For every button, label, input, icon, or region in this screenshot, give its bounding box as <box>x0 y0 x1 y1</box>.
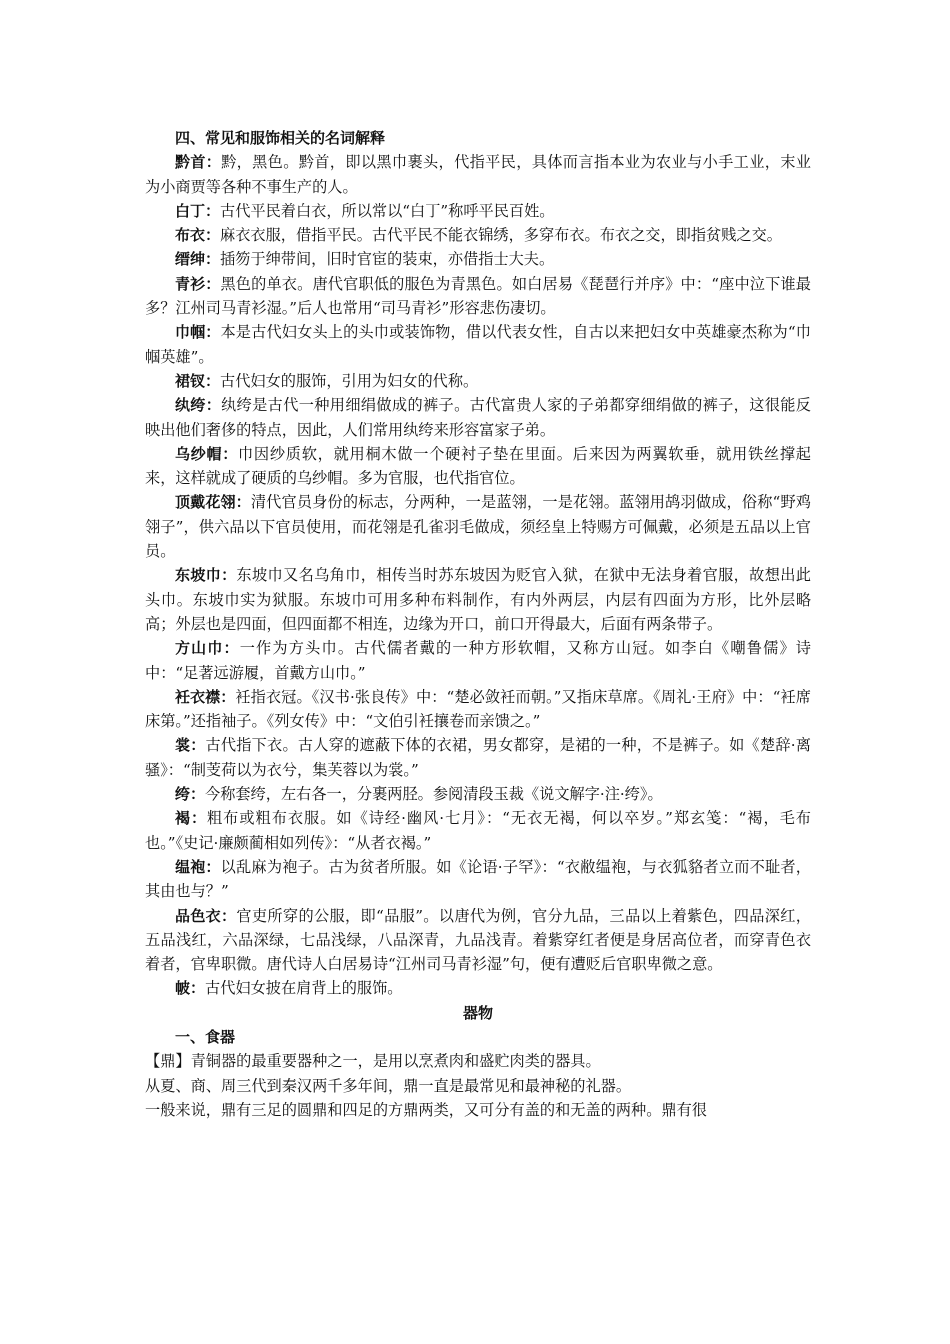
glossary-entry <box>145 272 811 321</box>
glossary-term: 顶戴花翎 <box>175 493 236 512</box>
glossary-term: 帔 <box>175 979 191 998</box>
ding-history-paragraph: 从夏、商、周三代到秦汉两千多年间，鼎一直是最常见和最神秘的礼器。 <box>145 1076 631 1095</box>
glossary-term: 褐 <box>175 809 191 828</box>
glossary-term: 品色衣 <box>175 906 222 925</box>
glossary-entry <box>145 393 811 442</box>
glossary-separator: ： <box>205 371 221 390</box>
glossary-entry <box>145 247 811 271</box>
glossary-separator: ： <box>191 809 207 828</box>
glossary-term: 青衫 <box>175 274 206 293</box>
glossary-separator: ： <box>223 639 240 658</box>
glossary-entry <box>145 782 811 806</box>
glossary-separator: ： <box>205 323 221 342</box>
glossary-term: 纨绔 <box>175 396 206 415</box>
glossary-separator: ： <box>205 250 221 269</box>
glossary-separator: ： <box>205 274 221 293</box>
document-page <box>145 126 811 1122</box>
glossary-separator: ： <box>205 201 221 220</box>
glossary-term: 缙绅 <box>175 250 206 269</box>
glossary-entry <box>145 685 811 734</box>
glossary-definition: 巾因纱质软，就用桐木做一个硬衬子垫在里面。后来因为两翼软垂，就用铁丝撑起来，这样就成了硬质的乌纱帽。多为官服，也代指官位。 <box>145 444 811 488</box>
glossary-term: 白丁 <box>175 201 206 220</box>
glossary-definition: 古代妇女披在肩背上的服饰。 <box>205 979 403 998</box>
glossary-definition: 衽指衣冠。《汉书·张良传》中：“楚必敛衽而朝。”又指床草席。《周礼·王府》中：“衽席床第。”还指袖子。《列女传》中：“文伯引衽攘卷而亲馈之。” <box>145 687 811 731</box>
glossary-separator: ： <box>205 857 221 876</box>
ding-types-paragraph: 一般来说，鼎有三足的圆鼎和四足的方鼎两类，又可分有盖的和无盖的两种。鼎有很 <box>145 1100 707 1119</box>
glossary-entry <box>145 442 811 491</box>
glossary-term: 乌纱帽 <box>175 444 223 463</box>
glossary-separator: ： <box>190 979 206 998</box>
glossary-definition: 清代官员身份的标志，分两种，一是蓝翎，一是花翎。蓝翎用鸪羽做成，俗称“野鸡翎子”，供六品以下官员使用，而花翎是孔雀羽毛做成，须经皇上特赐方可佩戴，必须是五品以上官员。 <box>145 493 811 561</box>
glossary-entry <box>145 199 811 223</box>
glossary-definition: 纨绔是古代一种用细绢做成的裤子。古代富贵人家的子弟都穿细绢做的裤子，这很能反映出他们奢侈的特点，因此，人们常用纨绔来形容富家子弟。 <box>145 396 811 439</box>
ding-paragraph <box>145 1049 811 1073</box>
glossary-entry <box>145 369 811 393</box>
glossary-entry <box>145 806 811 855</box>
glossary-definition: 古代指下衣。古人穿的遮蔽下体的衣裙，男女都穿，是裙的一种，不是裤子。如《楚辞·离骚》：“制芰荷以为衣兮，集芙蓉以为裳。” <box>145 736 811 779</box>
glossary-entry <box>145 855 811 904</box>
glossary-entry <box>145 490 811 563</box>
glossary-entry <box>145 904 811 977</box>
food-vessel-subtitle: 一、食器 <box>175 1027 236 1046</box>
glossary-definition: 本是古代妇女头上的头巾或装饰物，借以代表女性，自古以来把妇女中英雄豪杰称为“巾帼英雄”。 <box>145 323 811 366</box>
glossary-entry <box>145 636 811 685</box>
glossary-term: 裙钗 <box>175 371 206 390</box>
glossary-definition: 古代平民着白衣，所以常以“白丁”称呼平民百姓。 <box>220 201 555 220</box>
glossary-term: 缊袍 <box>175 857 206 876</box>
glossary-definition: 黑色的单衣。唐代官职低的服色为青黑色。如白居易《琵琶行并序》中：“座中泣下谁最多？江州司马青衫湿。”后人也常用“司马青衫”形容悲伤凄切。 <box>145 274 811 318</box>
glossary-definition: 粗布或粗布衣服。如《诗经·幽风·七月》：“无衣无褐，何以卒岁。”郑玄笺：“褐，毛布也。”《史记·廉颇蔺相如列传》：“从者衣褐。” <box>145 809 811 852</box>
glossary-separator: ： <box>205 153 222 172</box>
glossary-term: 黔首 <box>175 153 206 172</box>
glossary-entry <box>145 150 811 199</box>
glossary-separator: ： <box>222 444 238 463</box>
glossary-definition: 麻衣衣服，借指平民。古代平民不能衣锦绣，多穿布衣。布衣之交，即指贫贱之交。 <box>220 226 782 245</box>
glossary-separator: ： <box>220 687 236 706</box>
glossary-separator: ： <box>221 566 237 585</box>
glossary-term: 巾帼 <box>175 323 206 342</box>
section-title: 四、常见和服饰相关的名词解释 <box>175 129 386 147</box>
glossary-separator: ： <box>205 226 221 245</box>
glossary-definition: 官吏所穿的公服，即“品服”。以唐代为例，官分九品，三品以上着紫色，四品深红，五品浅红，六品深绿，七品浅绿，八品深青，九品浅青。着紫穿红者便是身居高位者，而穿青色衣着者，官卑职微。唐代诗人白居易诗“江州司马青衫湿”句，便有遭贬后官职卑微之意。 <box>145 906 811 974</box>
glossary-entry <box>145 733 811 782</box>
glossary-definition: 今称套绔，左右各一，分裹两胫。参阅清段玉裁《说文解字·注·绔》。 <box>205 785 663 804</box>
glossary-list <box>145 150 811 1000</box>
glossary-term: 布衣 <box>175 226 206 245</box>
glossary-term: 衽衣襟 <box>175 687 221 706</box>
glossary-term: 绔 <box>175 785 191 804</box>
glossary-definition: 一作为方头巾。古代儒者戴的一种方形软帽，又称方山冠。如李白《嘲鲁儒》诗中：“足著远游履，首戴方山巾。” <box>145 639 811 682</box>
glossary-entry <box>145 223 811 247</box>
glossary-term: 裳 <box>175 736 191 755</box>
glossary-separator: ： <box>221 906 237 925</box>
ding-text: 青铜器的最重要器种之一，是用以烹煮肉和盛贮肉类的器具。 <box>190 1052 601 1071</box>
glossary-term: 方山巾 <box>175 639 224 658</box>
glossary-entry <box>145 320 811 369</box>
glossary-definition: 以乱麻为袍子。古为贫者所服。如《论语·子罕》：“衣敝缊袍，与衣狐貉者立而不耻者，其由也与？” <box>145 857 811 901</box>
glossary-definition: 插笏于绅带间，旧时官宦的装束，亦借指士大夫。 <box>220 250 555 269</box>
glossary-entry <box>145 976 811 1000</box>
glossary-separator: ： <box>190 785 206 804</box>
glossary-separator: ： <box>190 736 206 755</box>
glossary-entry <box>145 563 811 636</box>
glossary-separator: ： <box>205 396 222 415</box>
glossary-definition: 东坡巾又名乌角巾，相传当时苏东坡因为贬官入狱，在狱中无法身着官服，故想出此头巾。东坡巾实为狱服。东坡巾可用多种布料制作，有内外两层，内层有四面为方形，比外层略高；外层也是四面，但四面都不相连，边缘为开口，前口开得最大，后面有两条带子。 <box>145 566 811 633</box>
glossary-term: 东坡巾 <box>175 566 222 585</box>
glossary-definition: 古代妇女的服饰，引用为妇女的代称。 <box>220 371 479 390</box>
glossary-definition: 黔，黑色。黔首，即以黑巾裹头，代指平民，具体而言指本业为农业与小手工业，末业为小商贾等各种不事生产的人。 <box>145 153 811 196</box>
ding-label: 【鼎】 <box>145 1052 191 1071</box>
glossary-separator: ： <box>235 493 251 512</box>
qiwu-title: 器物 <box>462 1003 493 1022</box>
